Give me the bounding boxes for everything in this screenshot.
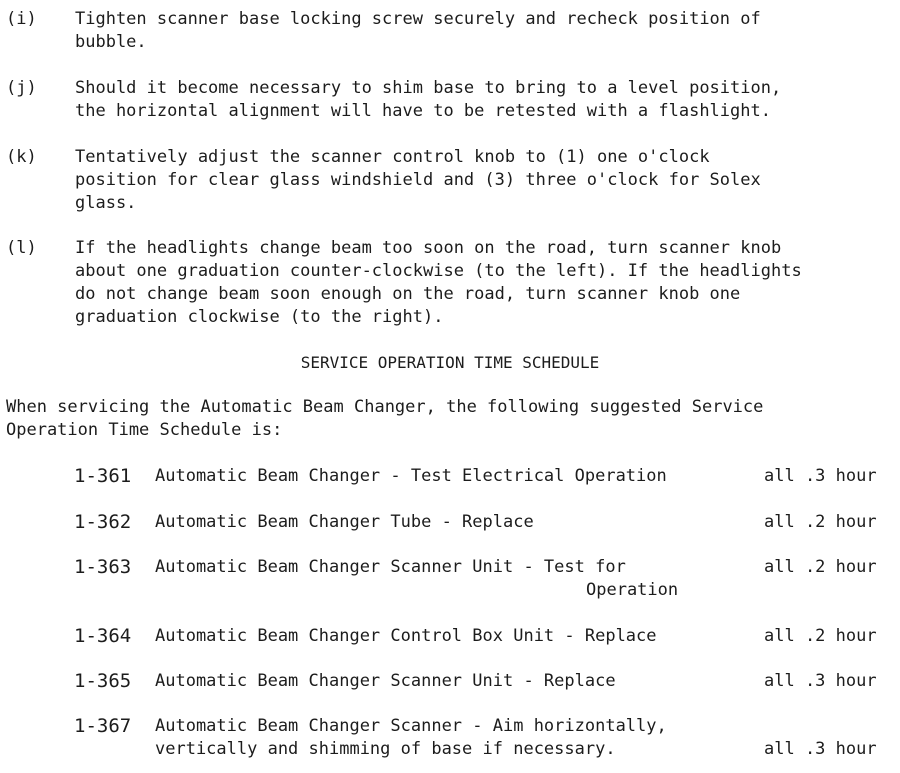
operation-description	[155, 511, 534, 534]
operation-description	[155, 556, 678, 602]
operation-description	[155, 625, 657, 648]
operation-time: all .3 hour	[764, 466, 877, 486]
step-line: Tighten scanner base locking screw securely and recheck position of	[75, 9, 761, 29]
operation-code: 1-362	[74, 511, 132, 533]
operation-description	[155, 715, 667, 761]
operation-desc-line: Automatic Beam Changer Scanner Unit - Replace	[155, 671, 616, 691]
operation-desc-line: Automatic Beam Changer Control Box Unit - Replace	[155, 626, 657, 646]
operation-description	[155, 670, 616, 693]
step-line: glass.	[75, 193, 137, 213]
intro-line: When servicing the Automatic Beam Changer, the following suggested Service	[6, 397, 764, 417]
step-text	[75, 8, 885, 54]
step-line: graduation clockwise (to the right).	[75, 307, 444, 327]
operation-code: 1-365	[74, 670, 132, 692]
operation-desc-line: Automatic Beam Changer Scanner Unit - Test for	[155, 557, 626, 577]
operation-time: all .2 hour	[764, 626, 877, 646]
step-text	[75, 146, 885, 215]
operation-time: all .3 hour	[764, 739, 877, 759]
step-text	[75, 237, 885, 329]
step-line: do not change beam soon enough on the road, turn scanner knob one	[75, 284, 741, 304]
step-text	[75, 77, 885, 123]
operation-time: all .3 hour	[764, 671, 877, 691]
operation-desc-line: Operation	[586, 580, 679, 600]
step-line: Should it become necessary to shim base to bring to a level position,	[75, 78, 782, 98]
operation-code: 1-363	[74, 556, 132, 578]
operation-time: all .2 hour	[764, 512, 877, 532]
operation-code: 1-364	[74, 625, 132, 647]
step-letter: (l)	[6, 238, 37, 258]
step-line: If the headlights change beam too soon on the road, turn scanner knob	[75, 238, 782, 258]
step-letter: (j)	[6, 78, 37, 98]
operation-desc-line: Automatic Beam Changer - Test Electrical Operation	[155, 466, 667, 486]
operation-desc-line: Automatic Beam Changer Tube - Replace	[155, 512, 534, 532]
step-line: about one graduation counter-clockwise (to the left). If the headlights	[75, 261, 802, 281]
schedule-intro	[6, 396, 886, 442]
step-line: Tentatively adjust the scanner control knob to (1) one o'clock	[75, 147, 710, 167]
operation-desc-line: Automatic Beam Changer Scanner - Aim horizontally,	[155, 716, 667, 736]
section-heading: SERVICE OPERATION TIME SCHEDULE	[300, 353, 600, 372]
operation-time: all .2 hour	[764, 557, 877, 577]
operation-code: 1-367	[74, 715, 132, 737]
operation-desc-line: vertically and shimming of base if necessary.	[155, 739, 616, 759]
step-line: position for clear glass windshield and (3) three o'clock for Solex	[75, 170, 761, 190]
intro-line: Operation Time Schedule is:	[6, 420, 283, 440]
step-line: bubble.	[75, 32, 147, 52]
step-letter: (i)	[6, 9, 37, 29]
step-line: the horizontal alignment will have to be retested with a flashlight.	[75, 101, 771, 121]
operation-code: 1-361	[74, 465, 132, 487]
operation-description	[155, 465, 667, 488]
step-letter: (k)	[6, 147, 37, 167]
